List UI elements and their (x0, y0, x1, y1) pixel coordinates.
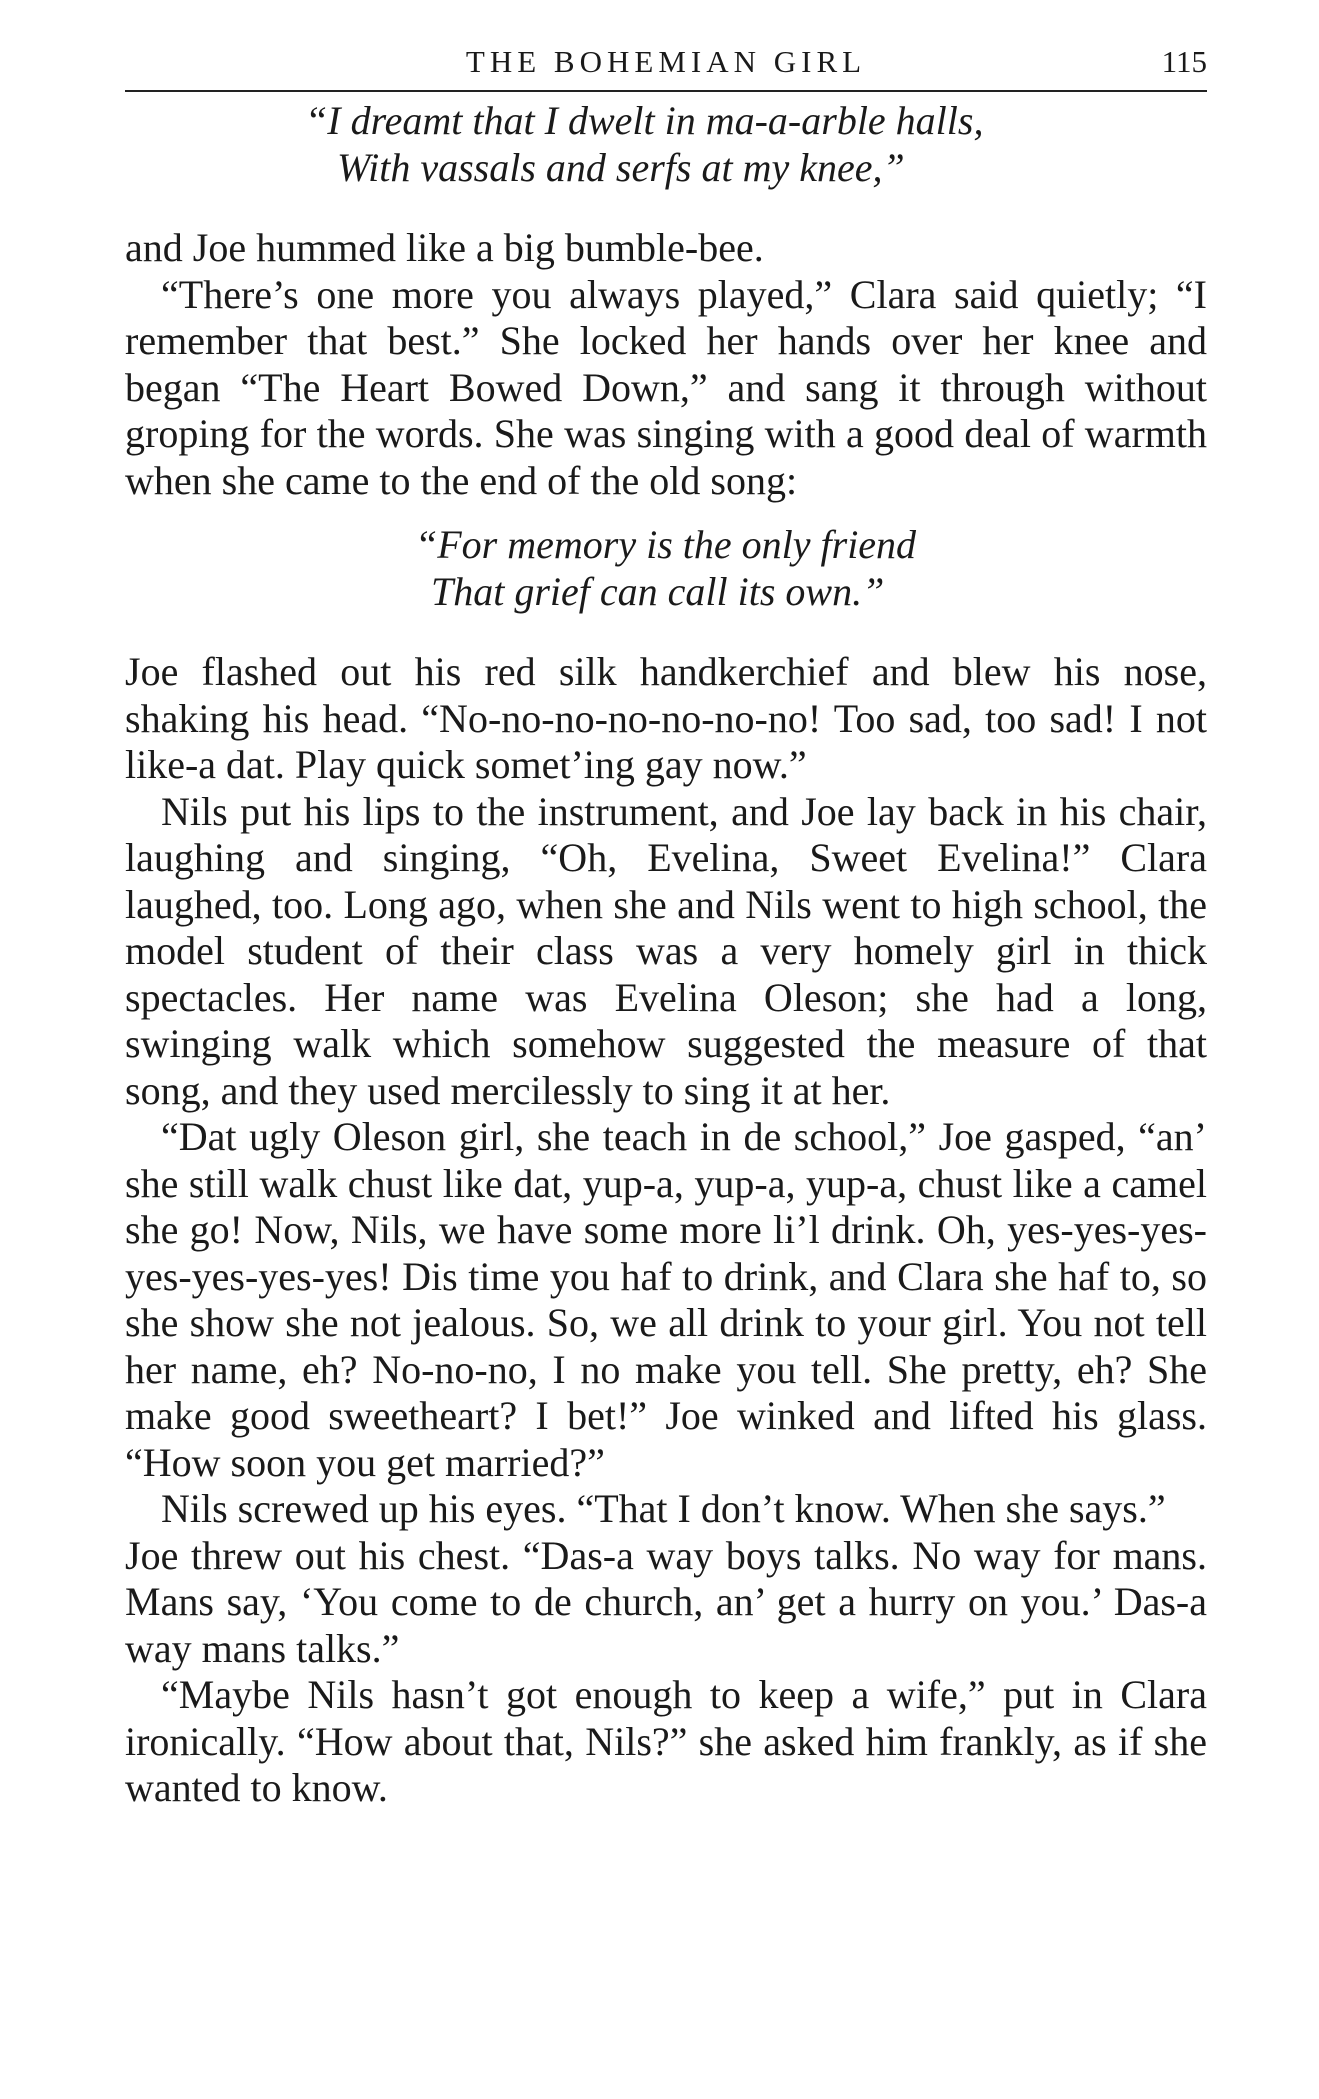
page-body (125, 98, 1207, 1812)
verse-line: That grief can call its own.” (431, 568, 885, 614)
verse-block-marble-halls (125, 98, 1207, 191)
paragraph: Nils put his lips to the instrument, and Joe lay back in his chair, laughing and singing, “Oh, Evelina, Sweet Evelina!” Clara laughed, too. Long ago, when she and Nils went to high school, the model student of their class was a very homely girl in thick spectacles. Her name was Evelina Oleson; she had a long, swinging walk which somehow suggested the measure of that song, and they used mercilessly to sing it at her. (125, 788, 1207, 1113)
paragraph: Joe flashed out his red silk handkerchief and blew his nose, shaking his head. “No-no-no-no-no-no-no! Too sad, too sad! I not like-a dat. Play quick somet’ing gay now.” (125, 649, 1207, 787)
verse-line: “I dreamt that I dwelt in ma-a-arble halls, (305, 98, 984, 143)
paragraph: and Joe hummed like a big bumble-bee. (125, 225, 764, 270)
verse-block-memory (125, 522, 1207, 615)
page-header (125, 40, 1207, 90)
verse-line: “For memory is the only friend (415, 522, 917, 567)
header-rule (125, 90, 1207, 92)
paragraph: “Maybe Nils hasn’t got enough to keep a wife,” put in Clara ironically. “How about that, Nils?” she asked him frankly, as if she wanted to know. (125, 1672, 1207, 1810)
page-number: 115 (1161, 44, 1207, 79)
verse-line: With vassals and serfs at my knee,” (337, 144, 905, 190)
paragraph: Nils screwed up his eyes. “That I don’t know. When she says.” (161, 1486, 1166, 1531)
paragraph: “Dat ugly Oleson girl, she teach in de school,” Joe gasped, “an’ she still walk chust like dat, yup-a, yup-a, yup-a, chust like a camel she go! Now, Nils, we have some more li’l drink. Oh, yes-yes-yes-yes-yes-yes-yes! Dis time you haf to drink, and Clara she haf to, so she show she not jealous. So, we all drink to your girl. You not tell her name, eh? No-no-no, I no make you tell. She pretty, eh? She make good sweetheart? I bet!” Joe winked and lifted his glass. “How soon you get married?” (125, 1114, 1207, 1485)
paragraph: Joe threw out his chest. “Das-a way boys talks. No way for mans. Mans say, ‘You come to de church, an’ get a hurry on you.’ Das-a way mans talks.” (125, 1532, 1207, 1671)
book-page (125, 40, 1207, 2080)
running-title: THE BOHEMIAN GIRL (465, 44, 867, 79)
paragraph: “There’s one more you always played,” Clara said quietly; “I remember that best.” She locked her hands over her knee and began “The Heart Bowed Down,” and sang it through without groping for the words. She was singing with a good deal of warmth when she came to the end of the old song: (125, 271, 1207, 503)
